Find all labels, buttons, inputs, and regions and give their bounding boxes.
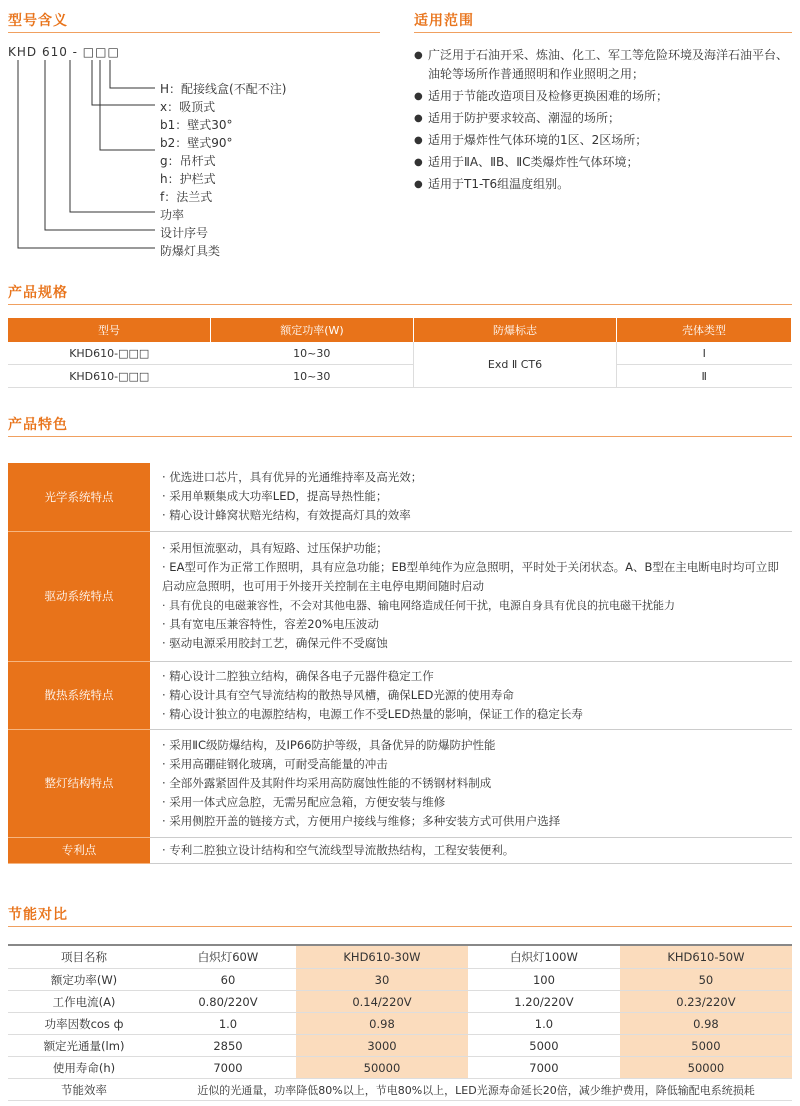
features-rule: [8, 436, 792, 437]
compare-header-cell: 白炽灯100W: [468, 945, 620, 969]
compare-cell: 3000: [296, 1035, 468, 1057]
spec-table: [8, 318, 792, 388]
feature-group: [8, 661, 792, 729]
compare-cell: 使用寿命(h): [8, 1057, 160, 1079]
compare-cell: 功率因数cos ф: [8, 1013, 160, 1035]
scope-title: 适用范围: [414, 13, 474, 29]
feature-item: · 专利二腔独立设计结构和空气流线型导流散热结构，工程安装便利。: [162, 842, 515, 857]
compare-row: [8, 1035, 792, 1057]
spec-header-cell: 额定功率(W): [211, 318, 414, 342]
feature-item: · 驱动电源采用胶封工艺，确保元件不受腐蚀: [162, 636, 388, 650]
scope-item: ● 广泛用于石油开采、炼油、化工、军工等危险环境及海洋石油平台、油轮等场所作普通照明和作业照明之用；: [414, 46, 794, 84]
scope-item: ● 适用于爆炸性气体环境的1区、2区场所；: [414, 131, 794, 150]
spec-header-cell: 型号: [8, 318, 211, 342]
feature-item: · 采用ⅡC级防爆结构，及IP66防护等级，具备优异的防爆防护性能: [162, 737, 496, 752]
compare-cell: 0.14/220V: [296, 991, 468, 1013]
feature-group: [8, 463, 792, 531]
compare-row: [8, 969, 792, 991]
feature-item: · 优选进口芯片，具有优异的光通维持率及高光效；: [162, 470, 423, 485]
feature-item: · 采用单颗集成大功率LED，提高导热性能；: [162, 489, 388, 504]
compare-cell: 0.80/220V: [160, 991, 296, 1013]
feature-category: 整灯结构特点: [8, 729, 150, 837]
spec-cell: KHD610-□□□: [8, 365, 211, 388]
efficiency-text: 近似的光通量，功率降低80%以上，节电80%以上，LED光源寿命延长20倍，减少维护费用，降低输配电系统损耗: [160, 1079, 792, 1101]
compare-cell: 100: [468, 969, 620, 991]
feature-item: · 采用侧腔开盖的链接方式，方便用户接线与维修；多种安装方式可供用户选择: [162, 813, 561, 828]
spec-title: 产品规格: [8, 285, 68, 301]
compare-cell: 30: [296, 969, 468, 991]
model-item: x：吸顶式: [160, 100, 216, 114]
model-item: b1：壁式30°: [160, 118, 233, 132]
compare-header-cell: KHD610-30W: [296, 945, 468, 969]
spec-cell: Ⅱ: [617, 365, 792, 388]
compare-cell: 1.0: [468, 1013, 620, 1035]
spec-row: [8, 342, 792, 365]
feature-item: · 具有宽电压兼容特性，容差20%电压波动: [162, 617, 379, 631]
compare-cell: 额定光通量(lm): [8, 1035, 160, 1057]
feature-items: [150, 729, 792, 837]
model-item: h：护栏式: [160, 172, 216, 186]
efficiency-label: 节能效率: [8, 1079, 160, 1101]
spec-cell: 10~30: [211, 365, 414, 388]
feature-group: [8, 531, 792, 661]
compare-row: [8, 1079, 792, 1101]
feature-item: · 精心设计独立的电源腔结构，电源工作不受LED热量的影响，保证工作的稳定长寿: [162, 706, 583, 721]
compare-rule: [8, 926, 792, 927]
feature-category: 光学系统特点: [8, 463, 150, 531]
scope-item: ● 适用于节能改造项目及检修更换困难的场所；: [414, 87, 794, 106]
compare-header-row: [8, 945, 792, 969]
spec-header-cell: 防爆标志: [414, 318, 617, 342]
feature-item: · 精心设计具有空气导流结构的散热导风槽，确保LED光源的使用寿命: [162, 687, 514, 702]
spec-cell: 10~30: [211, 342, 414, 365]
feature-item: · 精心设计蜂窝状赔光结构，有效提高灯具的效率: [162, 508, 411, 523]
feature-item: · 精心设计二腔独立结构，确保各电子元器件稳定工作: [162, 668, 434, 683]
compare-cell: 7000: [160, 1057, 296, 1079]
compare-cell: 50000: [620, 1057, 792, 1079]
compare-row: [8, 991, 792, 1013]
spec-row: [8, 365, 792, 388]
compare-cell: 5000: [620, 1035, 792, 1057]
feature-group: [8, 837, 792, 863]
compare-cell: 0.23/220V: [620, 991, 792, 1013]
feature-items: [150, 531, 792, 661]
feature-items: [150, 837, 792, 863]
compare-cell: 0.98: [296, 1013, 468, 1035]
model-item: 设计序号: [160, 226, 209, 240]
feature-item: · 具有优良的电磁兼容性，不会对其他电器、输电网络造成任何干扰，电源自身具有优良的抗电磁干扰能力: [162, 599, 675, 612]
model-item: H：配接线盒(不配不注): [160, 82, 287, 96]
compare-row: [8, 1057, 792, 1079]
feature-category: 驱动系统特点: [8, 531, 150, 661]
spec-cell: Ⅰ: [617, 342, 792, 365]
feature-item: · 采用一体式应急腔，无需另配应急箱，方便安装与维修: [162, 794, 446, 809]
spec-header-row: [8, 318, 792, 342]
compare-cell: 2850: [160, 1035, 296, 1057]
feature-item: · EA型可作为正常工作照明，具有应急功能；EB型单纯作为应急照明，平时处于关闭状态。A、B型在主电断电时均可立即启动应急照明，也可用于外接开关控制在主电停电期间随时启动: [162, 560, 779, 593]
feature-group: [8, 729, 792, 837]
feature-category: 散热系统特点: [8, 661, 150, 729]
feature-items: [150, 661, 792, 729]
scope-item: ● 适用于防护要求较高、潮湿的场所；: [414, 109, 794, 128]
features-title: 产品特色: [8, 417, 68, 433]
scope-item: ● 适用于T1-T6组温度组别。: [414, 175, 794, 194]
compare-cell: 60: [160, 969, 296, 991]
compare-cell: 1.0: [160, 1013, 296, 1035]
scope-item: ● 适用于ⅡA、ⅡB、ⅡC类爆炸性气体环境；: [414, 153, 794, 172]
compare-cell: 0.98: [620, 1013, 792, 1035]
compare-cell: 5000: [468, 1035, 620, 1057]
feature-item: · 采用高硼硅钢化玻璃，可耐受高能量的冲击: [162, 756, 388, 771]
feature-item: · 采用恒流驱动，具有短路、过压保护功能；: [162, 541, 388, 555]
feature-category: 专利点: [8, 837, 150, 863]
scope-list: [414, 46, 794, 197]
compare-cell: 50: [620, 969, 792, 991]
model-code: KHD 610 - □□□: [8, 45, 120, 59]
compare-cell: 工作电流(A): [8, 991, 160, 1013]
compare-cell: 7000: [468, 1057, 620, 1079]
compare-cell: 50000: [296, 1057, 468, 1079]
feature-item: · 全部外露紧固件及其附件均采用高防腐蚀性能的不锈钢材料制成: [162, 775, 492, 790]
model-item: b2：壁式90°: [160, 136, 233, 150]
spec-cell: Exd Ⅱ CT6: [414, 342, 617, 388]
feature-items: [150, 463, 792, 531]
spec-header-cell: 壳体类型: [617, 318, 792, 342]
compare-header-cell: 白炽灯60W: [160, 945, 296, 969]
spec-cell: KHD610-□□□: [8, 342, 211, 365]
scope-rule: [414, 32, 792, 33]
compare-table: [8, 944, 792, 1101]
compare-header-cell: KHD610-50W: [620, 945, 792, 969]
model-item: 防爆灯具类: [160, 244, 221, 258]
compare-header-cell: 项目名称: [8, 945, 160, 969]
spec-rule: [8, 304, 792, 305]
compare-title: 节能对比: [8, 907, 68, 923]
model-meaning-title: 型号含义: [8, 13, 68, 29]
model-item: 功率: [160, 208, 185, 222]
compare-cell: 额定功率(W): [8, 969, 160, 991]
model-item: g：吊杆式: [160, 154, 216, 168]
compare-row: [8, 1013, 792, 1035]
model-item: f：法兰式: [160, 190, 213, 204]
compare-cell: 1.20/220V: [468, 991, 620, 1013]
features-table: [8, 463, 792, 864]
model-meaning-list: [160, 80, 286, 260]
